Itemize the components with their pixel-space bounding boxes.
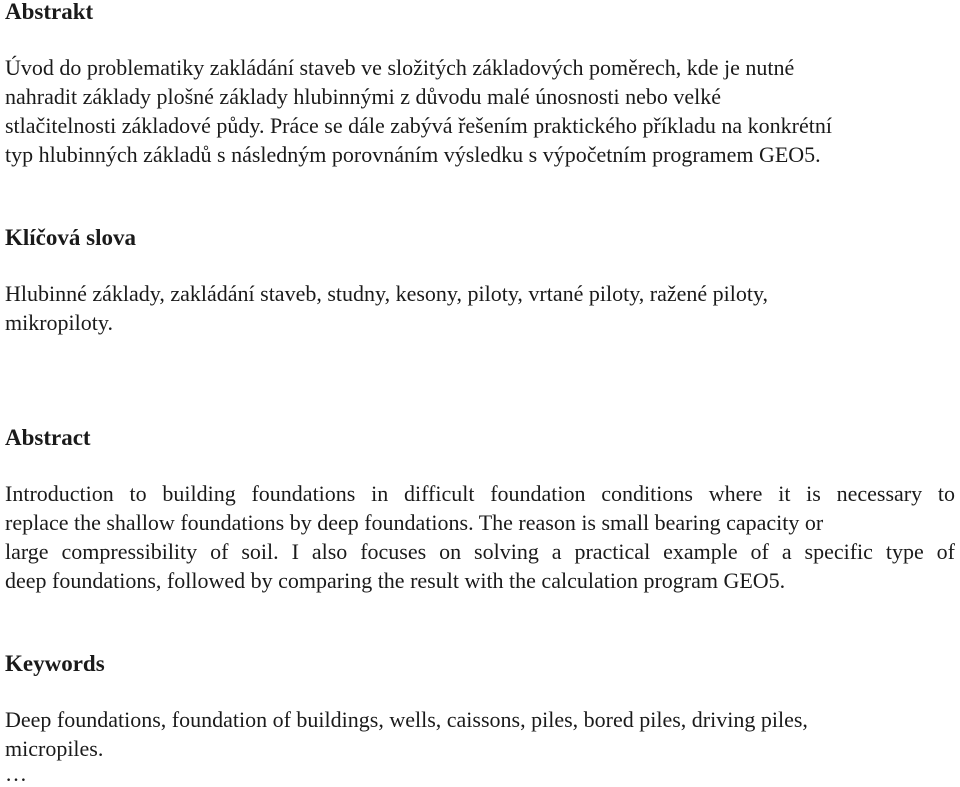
heading-abstrakt: Abstrakt	[5, 0, 94, 24]
heading-abstract: Abstract	[5, 425, 91, 450]
paragraph-klicova-slova	[5, 279, 768, 337]
text-line: Hlubinné základy, zakládání staveb, studny, kesony, piloty, vrtané piloty, ražené piloty,	[5, 281, 769, 306]
text-line: mikropiloty.	[5, 310, 113, 335]
text-line: large compressibility of soil. I also focuses on solving a practical example of a specific type of	[5, 539, 955, 564]
text-line: typ hlubinných základů s následným porovnáním výsledku s výpočetním programem GEO5.	[5, 142, 821, 167]
heading-klicova-slova: Klíčová slova	[5, 225, 136, 250]
text-line: deep foundations, followed by comparing the result with the calculation program GEO5.	[5, 568, 786, 593]
continuation-ellipsis: …	[5, 761, 27, 786]
paragraph-abstrakt	[5, 53, 832, 169]
text-line: Introduction to building foundations in difficult foundation conditions where it is necessary to	[5, 481, 955, 506]
text-line: stlačitelnosti základové půdy. Práce se dále zabývá řešením praktického příkladu na konkrétní	[5, 113, 832, 138]
text-line: nahradit základy plošné základy hlubinnými z důvodu malé únosnosti nebo velké	[5, 84, 722, 109]
heading-keywords: Keywords	[5, 651, 105, 676]
paragraph-keywords	[5, 705, 808, 763]
text-line: Deep foundations, foundation of buildings, wells, caissons, piles, bored piles, driving piles,	[5, 707, 808, 732]
text-line: Úvod do problematiky zakládání staveb ve složitých základových poměrech, kde je nutné	[5, 55, 795, 80]
text-line: micropiles.	[5, 736, 104, 761]
text-line: replace the shallow foundations by deep foundations. The reason is small bearing capacity or	[5, 510, 824, 535]
paragraph-abstract	[5, 479, 955, 595]
